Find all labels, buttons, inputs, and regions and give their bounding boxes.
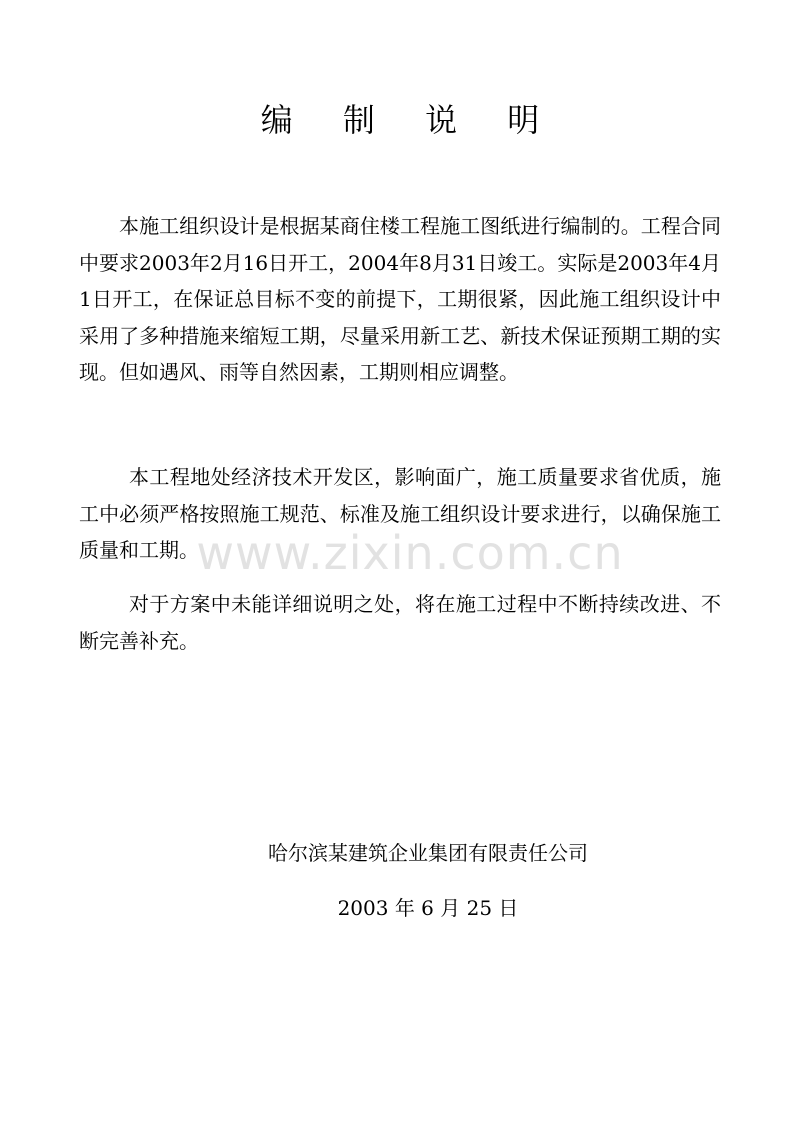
paragraph-intro: 本施工组织设计是根据某商住楼工程施工图纸进行编制的。工程合同中要求2003年2月16日开工，2004年8月31日竣工。实际是2003年4月1日开工，在保证总目标不变的前提下，工期很紧，因此施工组织设计中采用了多种措施来缩短工期，尽量采用新工艺、新技术保证预期工期的实现。但如遇风、雨等自然因素，工期则相应调整。 bbox=[79, 214, 721, 384]
watermark: www.zixin.com.cn bbox=[196, 526, 624, 580]
company-signature: 哈尔滨某建筑企业集团有限责任公司 bbox=[268, 841, 588, 865]
document-title: 编 制 说 明 bbox=[260, 101, 560, 139]
paragraph-quality: 本工程地处经济技术开发区，影响面广，施工质量要求省优质，施工中必须严格按照施工规范、标准及施工组织设计要求进行，以确保施工质量和工期。 bbox=[79, 465, 721, 562]
signature-date: 2003 年 6 月 25 日 bbox=[337, 896, 519, 920]
paragraph-improvement: 对于方案中未能详细说明之处，将在施工过程中不断持续改进、不断完善补充。 bbox=[79, 592, 721, 653]
